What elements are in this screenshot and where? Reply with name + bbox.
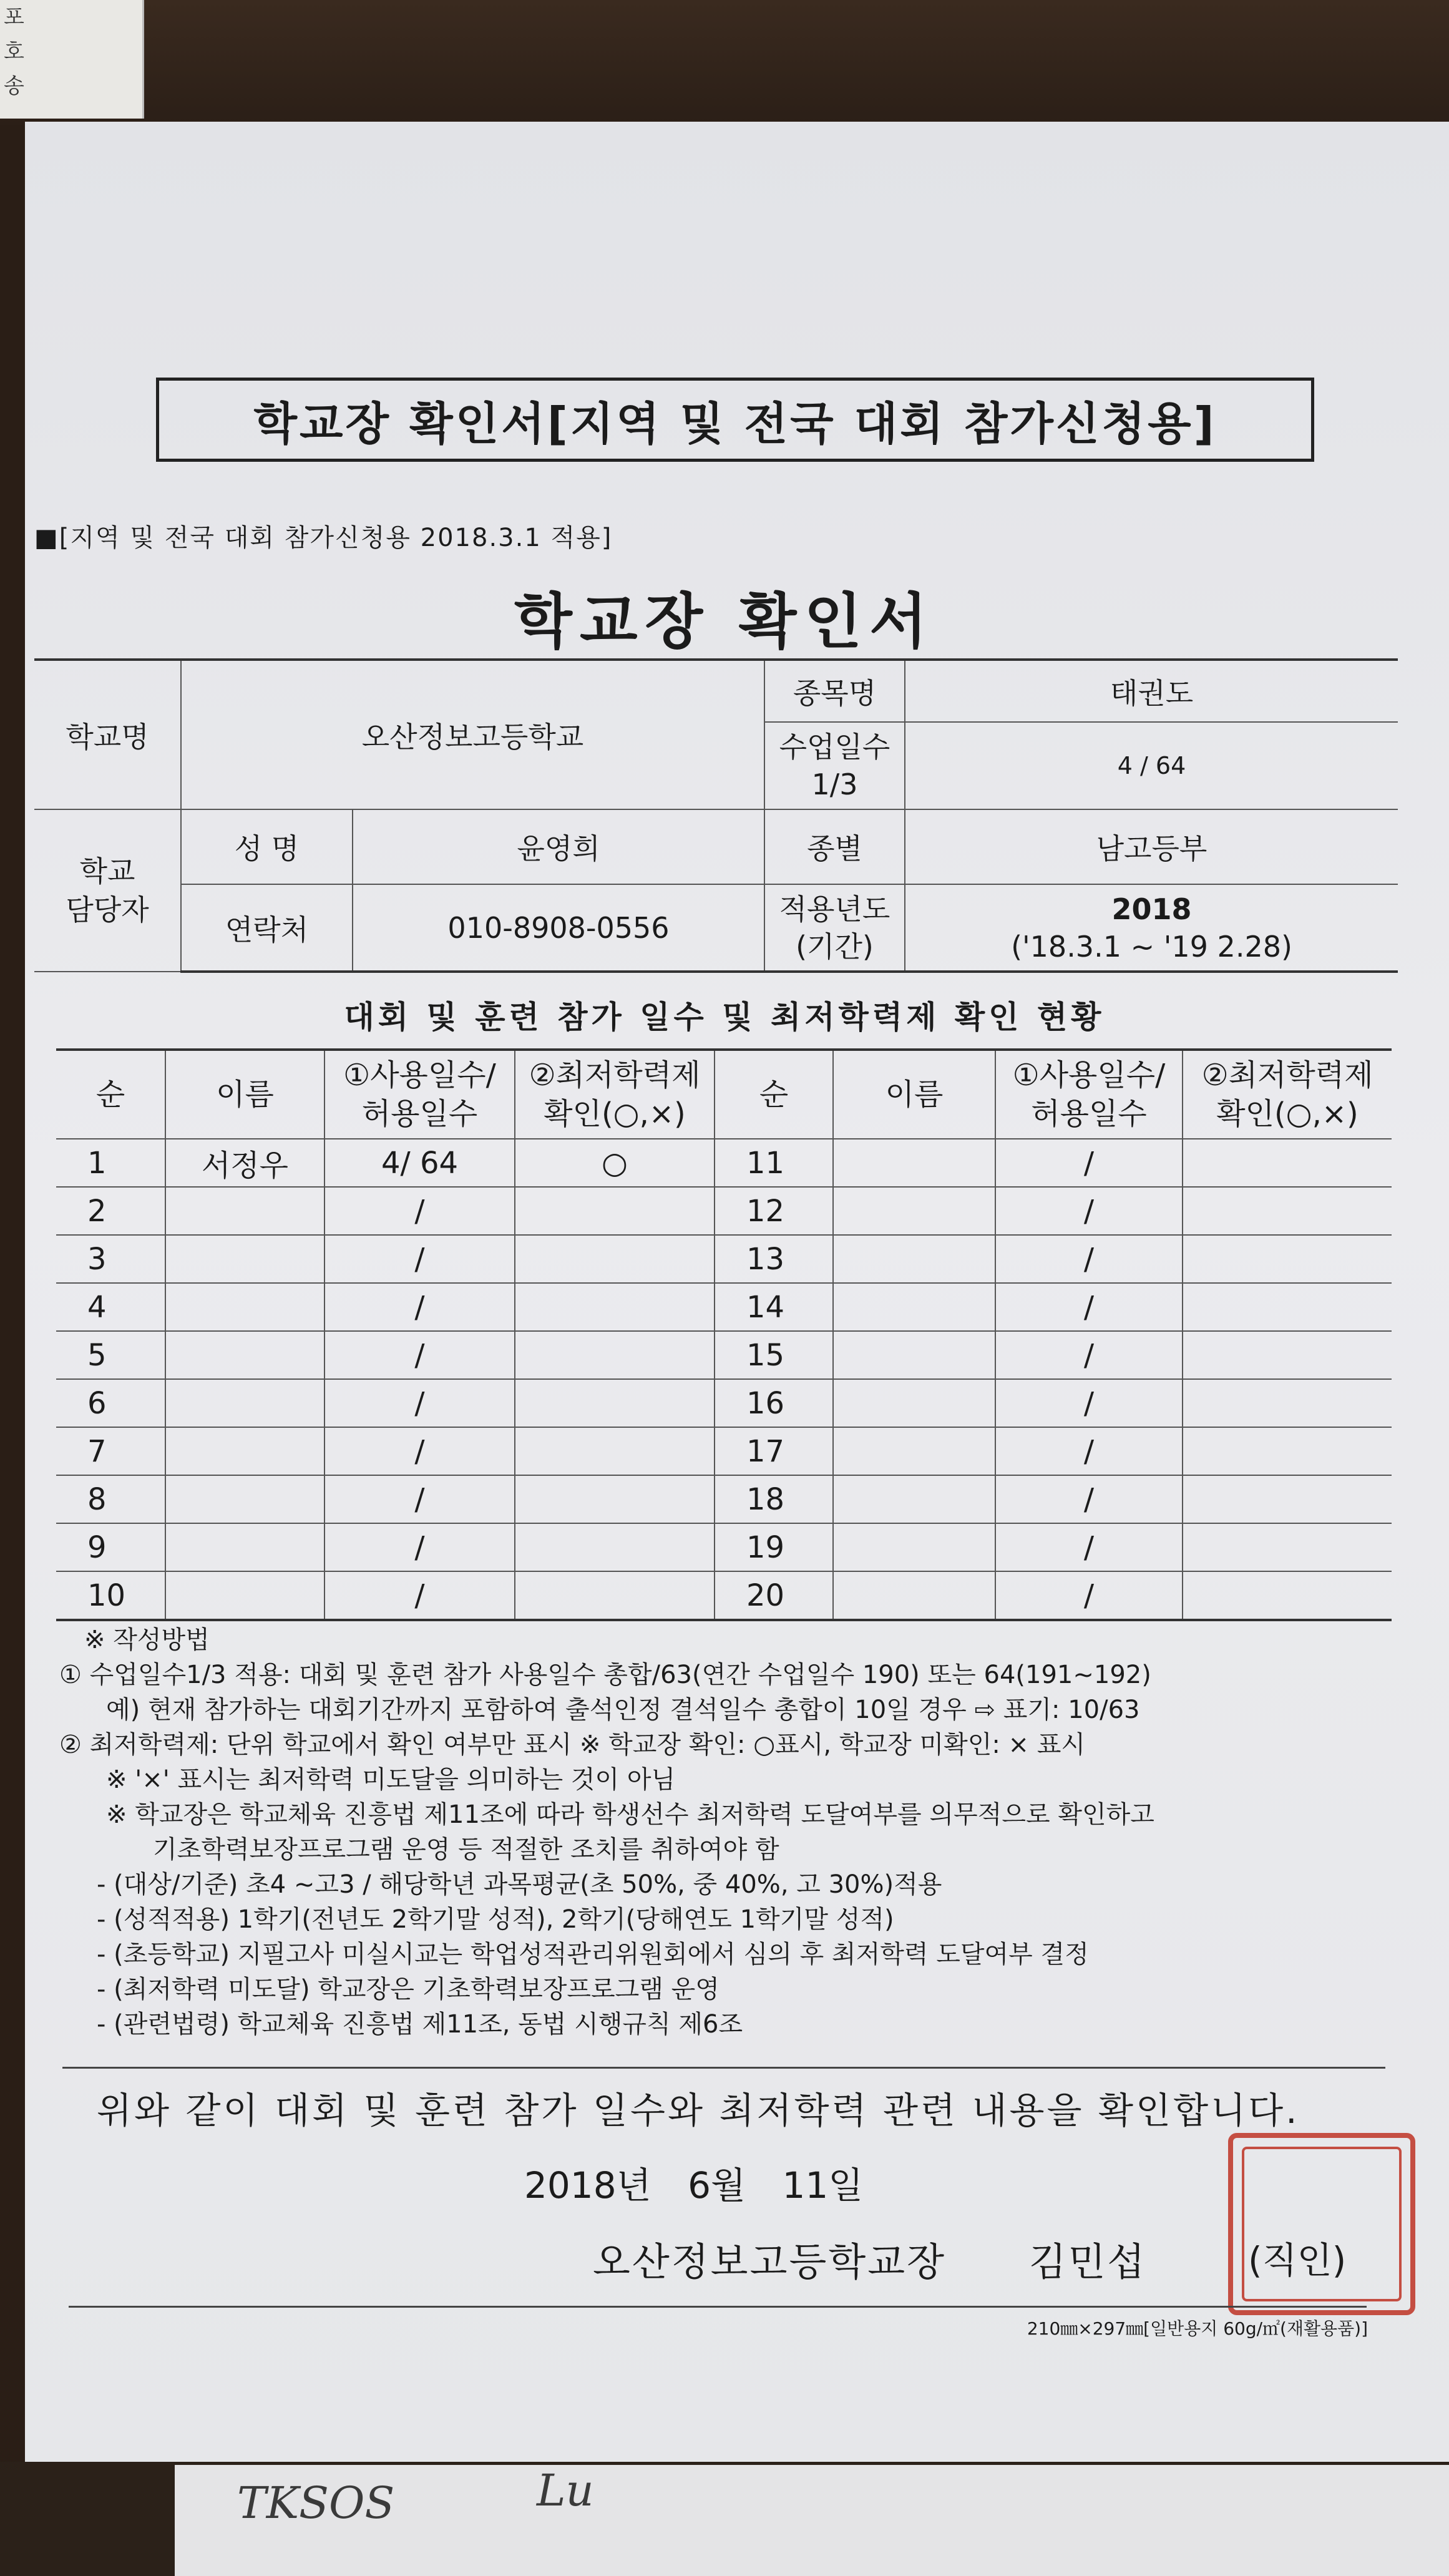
table-cell: / bbox=[324, 1427, 515, 1475]
table-row bbox=[56, 1235, 1392, 1283]
header-cell: 순 bbox=[715, 1050, 833, 1139]
method-dash-1: - (대상/기준) 초4 ~고3 / 해당학년 과목평균(초 50%, 중 40%, 고 30%)적용 bbox=[97, 1870, 942, 1899]
days-label: 수업일수 1/3 bbox=[764, 722, 905, 809]
category-label: 종별 bbox=[764, 809, 905, 884]
table-cell bbox=[165, 1475, 324, 1523]
school-name: 오산정보고등학교 bbox=[181, 660, 764, 809]
table-cell bbox=[165, 1523, 324, 1571]
table-cell bbox=[165, 1283, 324, 1331]
header-cell: ②최저학력제 확인(○,×) bbox=[515, 1050, 715, 1139]
contact-label: 연락처 bbox=[181, 884, 353, 972]
table-cell bbox=[833, 1235, 995, 1283]
table-cell bbox=[515, 1475, 715, 1523]
table-cell: / bbox=[995, 1427, 1183, 1475]
table-cell bbox=[515, 1379, 715, 1427]
seal-label: (직인) bbox=[1248, 2239, 1347, 2281]
table-cell: 3 bbox=[56, 1235, 165, 1283]
year-value: 2018 bbox=[1111, 892, 1192, 926]
table-cell: / bbox=[324, 1187, 515, 1235]
signer-name: 김민섭 bbox=[1028, 2239, 1147, 2285]
staff-label: 학교 담당자 bbox=[34, 809, 181, 972]
name-value: 윤영희 bbox=[353, 809, 764, 884]
table-cell: ○ bbox=[515, 1139, 715, 1187]
issue-date bbox=[524, 2156, 863, 2208]
table-cell: / bbox=[324, 1523, 515, 1571]
name-label: 성 명 bbox=[181, 809, 353, 884]
table-row bbox=[56, 1427, 1392, 1475]
date-month: 6월 bbox=[688, 2164, 746, 2207]
table-cell: 7 bbox=[56, 1427, 165, 1475]
table-cell bbox=[165, 1571, 324, 1620]
year-label: 적용년도 (기간) bbox=[764, 884, 905, 972]
table-row bbox=[56, 1331, 1392, 1379]
handwriting-left: TKSOS bbox=[237, 2477, 395, 2529]
info-table bbox=[34, 658, 1398, 973]
underlying-paper bbox=[175, 2465, 1449, 2576]
paper-scrap bbox=[0, 0, 144, 119]
table-cell: 12 bbox=[715, 1187, 833, 1235]
table-cell: / bbox=[995, 1475, 1183, 1523]
table-cell: 6 bbox=[56, 1379, 165, 1427]
table-row bbox=[56, 1379, 1392, 1427]
table-cell bbox=[833, 1283, 995, 1331]
table-cell bbox=[833, 1523, 995, 1571]
method-item-2: ② 최저학력제: 단위 학교에서 확인 여부만 표시 ※ 학교장 확인: ○표시, 학교장 미확인: × 표시 bbox=[59, 1730, 1086, 1759]
table-cell bbox=[165, 1379, 324, 1427]
table-cell: / bbox=[995, 1187, 1183, 1235]
year-cell bbox=[905, 884, 1398, 972]
table-cell bbox=[515, 1523, 715, 1571]
header-cell: ①사용일수/ 허용일수 bbox=[324, 1050, 515, 1139]
table-cell bbox=[515, 1235, 715, 1283]
table-cell bbox=[833, 1427, 995, 1475]
category-value: 남고등부 bbox=[905, 809, 1398, 884]
table-cell bbox=[165, 1331, 324, 1379]
header-cell: 이름 bbox=[165, 1050, 324, 1139]
table-cell: 13 bbox=[715, 1235, 833, 1283]
scrap-char: 포 bbox=[4, 5, 24, 30]
table-cell bbox=[1183, 1331, 1392, 1379]
table-cell: 서정우 bbox=[165, 1139, 324, 1187]
instructions bbox=[59, 1622, 1407, 2042]
table-cell bbox=[1183, 1283, 1392, 1331]
table-cell bbox=[1183, 1379, 1392, 1427]
table-row bbox=[56, 1475, 1392, 1523]
table-cell: / bbox=[324, 1571, 515, 1620]
table-cell bbox=[833, 1379, 995, 1427]
table-cell: / bbox=[324, 1235, 515, 1283]
scrap-char: 호 bbox=[4, 39, 24, 64]
table-cell: 18 bbox=[715, 1475, 833, 1523]
header-cell: ②최저학력제 확인(○,×) bbox=[1183, 1050, 1392, 1139]
table-cell: 19 bbox=[715, 1523, 833, 1571]
date-day: 11일 bbox=[782, 2164, 864, 2207]
table-cell bbox=[833, 1571, 995, 1620]
period-value: ('18.3.1 ~ '19 2.28) bbox=[1011, 929, 1292, 964]
status-title: 대회 및 훈련 참가 일수 및 최저학력제 확인 현황 bbox=[344, 999, 1105, 1035]
table-cell: 4 bbox=[56, 1283, 165, 1331]
table-cell: 14 bbox=[715, 1283, 833, 1331]
method-note-2: ※ 학교장은 학교체육 진흥법 제11조에 따라 학생선수 최저학력 도달여부를 의무적으로 확인하고 bbox=[106, 1800, 1154, 1829]
table-cell: 5 bbox=[56, 1331, 165, 1379]
table-row bbox=[56, 1283, 1392, 1331]
table-cell bbox=[165, 1235, 324, 1283]
divider bbox=[62, 2067, 1385, 2069]
method-item-1: ① 수업일수1/3 적용: 대회 및 훈련 참가 사용일수 총합/63(연간 수업일수 190) 또는 64(191~192) bbox=[59, 1661, 1151, 1689]
signer bbox=[593, 2231, 1215, 2286]
table-cell bbox=[1183, 1235, 1392, 1283]
table-cell: 1 bbox=[56, 1139, 165, 1187]
date-year: 2018년 bbox=[524, 2164, 651, 2207]
method-item-1-example: 예) 현재 참가하는 대회기간까지 포함하여 출석인정 결석일수 총합이 10일 경우 ⇨ 표기: 10/63 bbox=[106, 1695, 1140, 1724]
table-cell: 9 bbox=[56, 1523, 165, 1571]
table-cell bbox=[833, 1139, 995, 1187]
table-cell: / bbox=[995, 1379, 1183, 1427]
table-cell bbox=[1183, 1523, 1392, 1571]
method-dash-3: - (초등학교) 지필고사 미실시교는 학업성적관리위원회에서 심의 후 최저학력 도달여부 결정 bbox=[97, 1940, 1089, 1969]
table-cell bbox=[833, 1331, 995, 1379]
doc-title: 학교장 확인서 bbox=[514, 587, 935, 656]
table-row bbox=[56, 1139, 1392, 1187]
table-cell bbox=[515, 1571, 715, 1620]
method-heading: ※ 작성방법 bbox=[84, 1626, 210, 1654]
table-cell bbox=[1183, 1475, 1392, 1523]
table-cell bbox=[833, 1475, 995, 1523]
status-table bbox=[56, 1048, 1392, 1621]
method-note-2b: 기초학력보장프로그램 운영 등 적절한 조치를 취하여야 함 bbox=[153, 1835, 779, 1864]
scrap-char: 송 bbox=[4, 74, 24, 99]
table-cell: / bbox=[995, 1235, 1183, 1283]
desk-background bbox=[0, 0, 1449, 125]
table-cell: 16 bbox=[715, 1379, 833, 1427]
footer-divider bbox=[69, 2306, 1367, 2308]
table-cell: / bbox=[324, 1379, 515, 1427]
table-row bbox=[56, 1571, 1392, 1620]
table-cell: 8 bbox=[56, 1475, 165, 1523]
days-value: 4 / 64 bbox=[905, 722, 1398, 809]
table-cell bbox=[833, 1187, 995, 1235]
table-cell bbox=[1183, 1139, 1392, 1187]
table-cell: / bbox=[995, 1139, 1183, 1187]
header-cell: 순 bbox=[56, 1050, 165, 1139]
sport-label: 종목명 bbox=[764, 660, 905, 722]
confirm-statement: 위와 같이 대회 및 훈련 참가 일수와 최저학력 관련 내용을 확인합니다. bbox=[97, 2089, 1300, 2132]
table-cell bbox=[515, 1283, 715, 1331]
table-cell: 17 bbox=[715, 1427, 833, 1475]
table-cell bbox=[515, 1187, 715, 1235]
table-row bbox=[56, 1187, 1392, 1235]
table-cell: 4/ 64 bbox=[324, 1139, 515, 1187]
table-cell: / bbox=[324, 1283, 515, 1331]
table-cell: / bbox=[995, 1283, 1183, 1331]
table-cell: / bbox=[995, 1571, 1183, 1620]
table-row bbox=[56, 1523, 1392, 1571]
table-cell: / bbox=[995, 1523, 1183, 1571]
table-cell bbox=[1183, 1427, 1392, 1475]
table-cell: 11 bbox=[715, 1139, 833, 1187]
header-cell: ①사용일수/ 허용일수 bbox=[995, 1050, 1183, 1139]
table-cell bbox=[1183, 1187, 1392, 1235]
table-cell bbox=[515, 1331, 715, 1379]
table-cell: 10 bbox=[56, 1571, 165, 1620]
signer-org: 오산정보고등학교장 bbox=[593, 2239, 947, 2285]
table-cell: 20 bbox=[715, 1571, 833, 1620]
table-cell bbox=[165, 1187, 324, 1235]
table-cell: / bbox=[995, 1331, 1183, 1379]
handwriting-right: Lu bbox=[537, 2465, 594, 2516]
table-cell bbox=[165, 1427, 324, 1475]
box-title: 학교장 확인서[지역 및 전국 대회 참가신청용] bbox=[156, 378, 1314, 462]
school-label: 학교명 bbox=[34, 660, 181, 809]
table-cell: / bbox=[324, 1331, 515, 1379]
table-cell bbox=[1183, 1571, 1392, 1620]
apply-note: ■[지역 및 전국 대회 참가신청용 2018.3.1 적용] bbox=[34, 524, 613, 552]
paper-spec: 210㎜×297㎜[일반용지 60g/㎡(재활용품)] bbox=[1027, 2318, 1368, 2339]
method-dash-2: - (성적적용) 1학기(전년도 2학기말 성적), 2학기(당해연도 1학기말 성적) bbox=[97, 1905, 894, 1934]
table-cell: 15 bbox=[715, 1331, 833, 1379]
method-note-1: ※ '×' 표시는 최저학력 미도달을 의미하는 것이 아님 bbox=[106, 1765, 676, 1794]
table-cell: / bbox=[324, 1475, 515, 1523]
contact-value: 010-8908-0556 bbox=[353, 884, 764, 972]
table-cell bbox=[515, 1427, 715, 1475]
header-cell: 이름 bbox=[833, 1050, 995, 1139]
official-seal-stamp bbox=[1228, 2133, 1415, 2315]
sport-value: 태권도 bbox=[905, 660, 1398, 722]
method-dash-5: - (관련법령) 학교체육 진흥법 제11조, 동법 시행규칙 제6조 bbox=[97, 2010, 743, 2039]
method-dash-4: - (최저학력 미도달) 학교장은 기초학력보장프로그램 운영 bbox=[97, 1975, 720, 2004]
table-cell: 2 bbox=[56, 1187, 165, 1235]
